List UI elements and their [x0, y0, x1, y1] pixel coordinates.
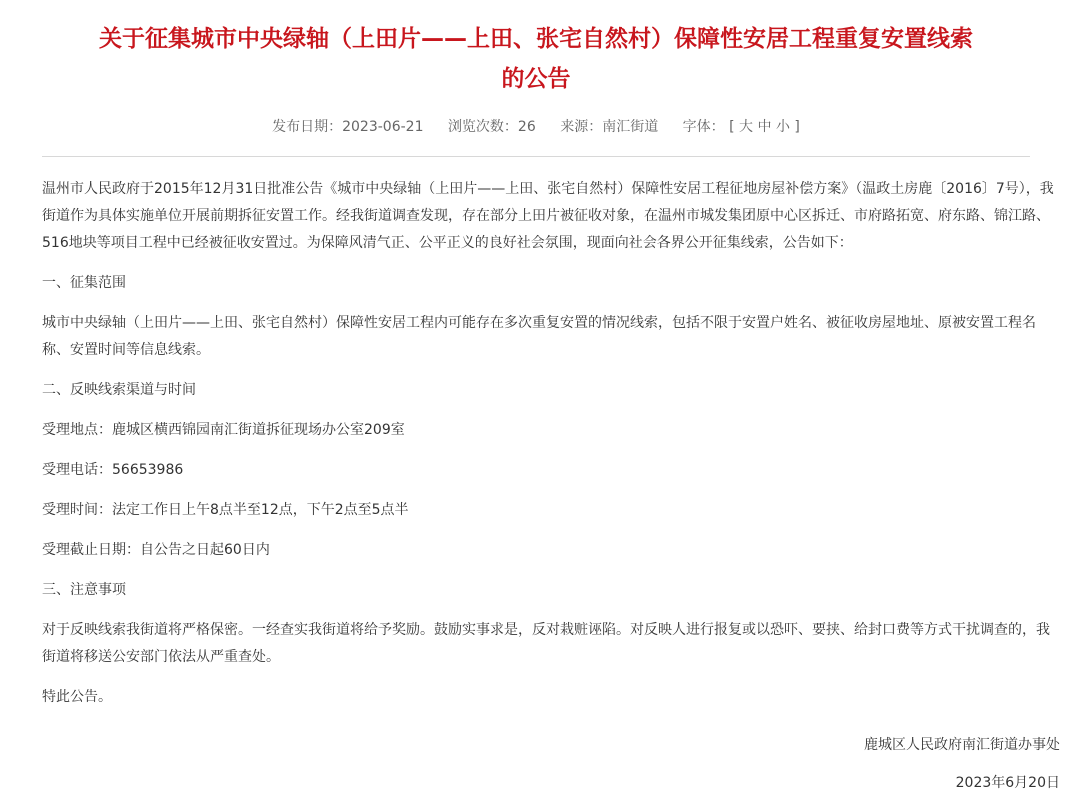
article-source: 来源：南汇街道	[560, 119, 659, 135]
closing-statement: 特此公告。	[42, 689, 112, 705]
reception-phone: 受理电话：56653986	[42, 462, 184, 478]
font-size-open-bracket: [	[729, 119, 735, 135]
signature-date: 2023年6月20日	[955, 775, 1060, 791]
section-1-heading: 一、征集范围	[42, 275, 126, 291]
font-size-small-link[interactable]: 小	[775, 119, 790, 135]
reception-deadline: 受理截止日期：自公告之日起60日内	[42, 542, 270, 558]
article-body	[42, 176, 1062, 724]
view-count: 浏览次数：26	[447, 119, 536, 135]
reception-hours: 受理时间：法定工作日上午8点半至12点，下午2点至5点半	[42, 502, 409, 518]
publish-date: 发布日期：2023-06-21	[272, 119, 424, 135]
intro-paragraph: 温州市人民政府于2015年12月31日批准公告《城市中央绿轴（上田片——上田、张宅自然村）保障性安居工程征地房屋补偿方案》（温政土房鹿〔2016〕7号），我街道作为具体实施单位开展前期拆征安置工作。经我街道调查发现，存在部分上田片被征收对象，在温州市城发集团原中心区拆迁、市府路拓宽、府东路、锦江路、516地块等项目工程中已经被征收安置过。为保障风清气正、公平正义的良好社会氛围，现面向社会各界公开征集线索，公告如下：	[42, 181, 1054, 251]
section-3-body: 对于反映线索我街道将严格保密。一经查实我街道将给予奖励。鼓励实事求是，反对栽赃诬陷。对反映人进行报复或以恐吓、要挟、给封口费等方式干扰调查的，我街道将移送公安部门依法从严重查处。	[42, 622, 1050, 665]
page-title-line-1: 关于征集城市中央绿轴（上田片——上田、张宅自然村）保障性安居工程重复安置线索	[99, 26, 973, 53]
section-1-body: 城市中央绿轴（上田片——上田、张宅自然村）保障性安居工程内可能存在多次重复安置的情况线索，包括不限于安置户姓名、被征收房屋地址、原被安置工程名称、安置时间等信息线索。	[42, 315, 1036, 358]
font-size-close-bracket: ]	[794, 119, 800, 135]
font-size-medium-link[interactable]: 中	[757, 119, 772, 135]
font-size-large-link[interactable]: 大	[739, 119, 754, 135]
page-title	[20, 19, 1052, 99]
signature-organization: 鹿城区人民政府南汇街道办事处	[864, 737, 1060, 753]
reception-address: 受理地点：鹿城区横西锦园南汇街道拆征现场办公室209室	[42, 422, 405, 438]
header-divider	[42, 156, 1030, 157]
font-size-label: 字体：	[682, 119, 725, 135]
section-3-heading: 三、注意事项	[42, 582, 126, 598]
font-size-control	[683, 119, 800, 135]
article-meta-bar	[0, 116, 1072, 138]
page-title-line-2: 的公告	[501, 66, 571, 93]
section-2-heading: 二、反映线索渠道与时间	[42, 382, 196, 398]
